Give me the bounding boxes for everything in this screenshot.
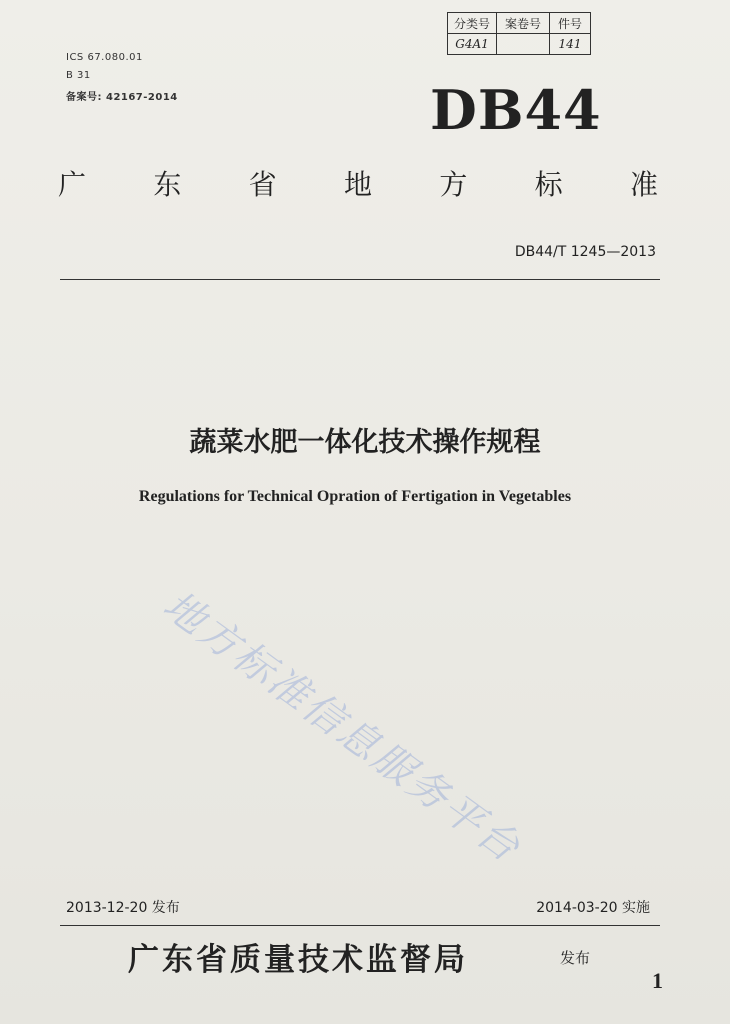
- stamp-header-item: 件号: [550, 13, 591, 34]
- watermark-text: 地方标准信息服务平台: [154, 582, 530, 873]
- stamp-value-category: G4A1: [448, 34, 497, 55]
- title-english: Regulations for Technical Opration of Fertigation in Vegetables: [138, 488, 572, 505]
- standard-type-heading: [58, 163, 658, 203]
- standard-type-char: 省: [248, 168, 277, 201]
- footer-divider: [60, 925, 660, 926]
- filing-stamp-table: [447, 12, 591, 55]
- standard-number: DB44/T 1245—2013: [514, 244, 656, 260]
- record-number: 备案号: 42167-2014: [66, 92, 178, 103]
- filing-stamp-header-row: [448, 13, 591, 34]
- publisher-name: 广东省质量技术监督局: [128, 942, 468, 978]
- publish-label: 发布: [560, 949, 591, 967]
- issue-date: 2013-12-20 发布: [66, 900, 180, 916]
- db44-logo: DB44: [430, 78, 602, 142]
- standard-type-char: 方: [439, 168, 468, 201]
- standard-type-char: 地: [343, 168, 372, 201]
- stamp-value-item: 141: [550, 34, 591, 55]
- standard-type-char: 广: [58, 168, 87, 201]
- stamp-header-category: 分类号: [448, 13, 497, 34]
- ics-code: ICS 67.080.01: [66, 52, 143, 63]
- standard-type-char: 准: [629, 168, 658, 201]
- filing-stamp-value-row: [448, 34, 591, 55]
- title-chinese: 蔬菜水肥一体化技术操作规程: [189, 427, 541, 458]
- standard-type-char: 标: [534, 168, 563, 201]
- header-divider: [60, 279, 660, 280]
- page-number: 1: [652, 968, 663, 993]
- stamp-value-file: [497, 34, 550, 55]
- stamp-header-file: 案卷号: [497, 13, 550, 34]
- implement-date: 2014-03-20 实施: [536, 900, 650, 916]
- standard-type-char: 东: [153, 168, 182, 201]
- ccs-code: B 31: [66, 70, 91, 81]
